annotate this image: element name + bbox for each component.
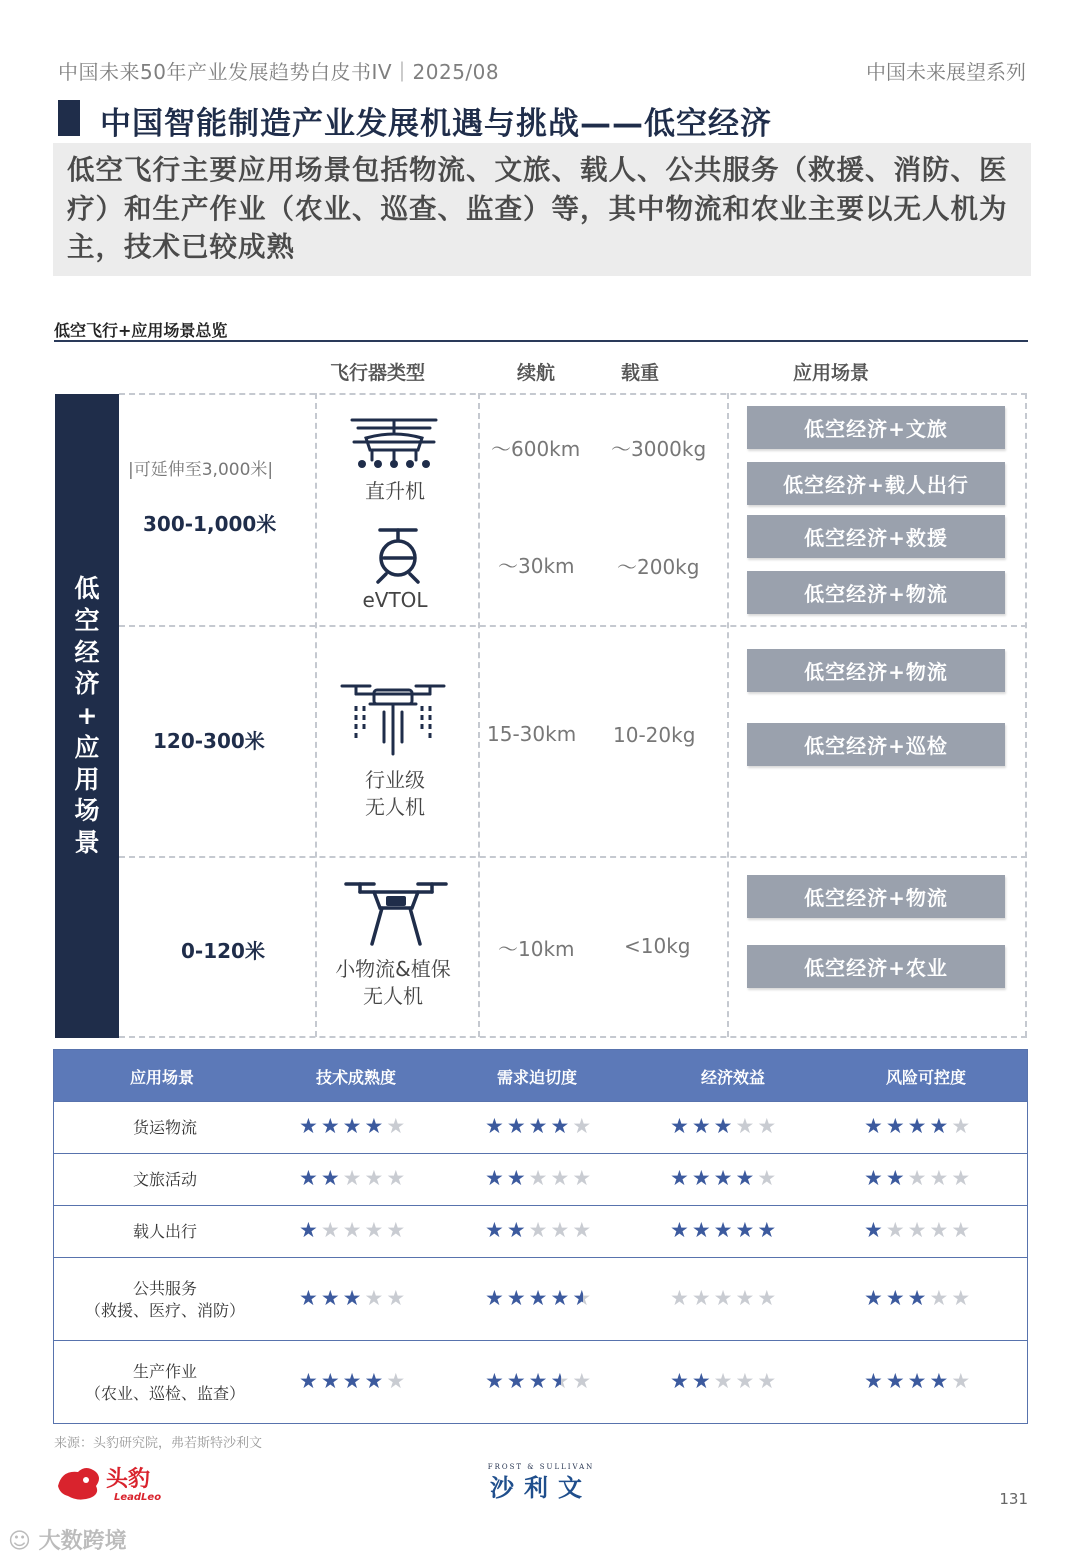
range-small-drone: ～10km [498, 937, 575, 961]
star-icon: ★ [506, 1285, 529, 1310]
col-header-payload: 载重 [621, 362, 660, 384]
altitude-tier-3: 0-120米 [181, 939, 265, 963]
star-icon: ★ [735, 1218, 758, 1242]
star-icon: ★ [757, 1368, 780, 1393]
star-icon: ★ [929, 1218, 952, 1242]
star-icon: ★ [550, 1368, 573, 1393]
star-icon: ★ [572, 1285, 595, 1310]
star-icon: ★ [299, 1368, 321, 1393]
leadleo-logo [56, 1462, 176, 1508]
small-drone-icon [344, 878, 448, 948]
star-icon: ★ [907, 1114, 930, 1138]
vehicle-name-evtol: eVTOL [362, 588, 428, 612]
star-icon: ★ [885, 1285, 908, 1310]
header-economic-benefit: 经济效益 [701, 1068, 766, 1087]
star-icon: ★ [386, 1368, 409, 1393]
rating-row-label-main: 载人出行 [132, 1222, 197, 1241]
star-icon: ★ [864, 1218, 886, 1242]
range-industrial-drone: 15-30km [487, 722, 577, 746]
summary-text: 低空飞行主要应用场景包括物流、文旅、载人、公共服务（救援、消防、医疗）和生产作业（农业、巡查、监查）等，其中物流和农业主要以无人机为主，技术已较成熟 [67, 154, 1008, 263]
col-header-vehicle-type: 飞行器类型 [330, 362, 426, 384]
grid-line [1025, 393, 1027, 1037]
frost-sullivan-logo [466, 1462, 616, 1506]
star-icon: ★ [550, 1166, 573, 1190]
grid-line [727, 393, 729, 1037]
star-icon: ★ [713, 1368, 736, 1393]
star-icon: ★ [929, 1285, 952, 1310]
vehicle-name-industrial-drone [320, 767, 470, 821]
header-scene: 应用场景 [130, 1068, 195, 1087]
star-icon: ★ [885, 1368, 908, 1393]
star-icon: ★ [364, 1218, 387, 1242]
star-icon: ★ [691, 1166, 714, 1190]
header-tech-maturity: 技术成熟度 [316, 1068, 397, 1087]
star-icon: ★ [572, 1166, 595, 1190]
star-icon: ★ [506, 1166, 529, 1190]
rating-table-header [54, 1050, 1027, 1101]
star-icon: ★ [485, 1166, 507, 1190]
star-icon: ★ [951, 1218, 974, 1242]
vertical-char: 空 [74, 606, 100, 636]
rating-row-label [54, 1221, 276, 1243]
title-accent-bar [58, 100, 80, 136]
star-icon: ★ [670, 1285, 692, 1310]
star-icon: ★ [320, 1166, 343, 1190]
altitude-tier-2: 120-300米 [153, 729, 265, 753]
star-icon: ★ [885, 1114, 908, 1138]
vertical-char: 低 [74, 574, 100, 604]
frost-sullivan-mark [466, 1462, 616, 1502]
star-icon: ★ [386, 1285, 409, 1310]
col-header-scenes: 应用场景 [793, 362, 870, 384]
star-icon: ★ [951, 1166, 974, 1190]
payload-evtol: ～200kg [617, 555, 700, 579]
scene-tag: 低空经济+文旅 [747, 406, 1005, 449]
star-icon: ★ [572, 1218, 595, 1242]
frost-en-text: FROST & SULLIVAN [487, 1463, 595, 1471]
star-rating [670, 1369, 779, 1393]
star-icon: ★ [713, 1218, 736, 1242]
vehicle-name-line: 小物流&植保 [335, 957, 451, 981]
star-icon: ★ [864, 1368, 886, 1393]
star-icon: ★ [386, 1218, 409, 1242]
vehicle-name-small-drone [318, 956, 468, 1010]
star-rating [864, 1286, 973, 1310]
star-icon: ★ [506, 1218, 529, 1242]
star-icon: ★ [364, 1368, 387, 1393]
star-rating [299, 1166, 408, 1190]
star-icon: ★ [735, 1368, 758, 1393]
star-icon: ★ [670, 1114, 692, 1138]
star-icon: ★ [885, 1218, 908, 1242]
star-icon: ★ [951, 1114, 974, 1138]
altitude-tier-1: 300-1,000米 [143, 512, 277, 536]
star-rating [299, 1286, 408, 1310]
header-demand-urgency: 需求迫切度 [497, 1068, 578, 1087]
star-icon: ★ [550, 1218, 573, 1242]
star-icon: ★ [299, 1218, 321, 1242]
star-icon: ★ [364, 1285, 387, 1310]
rating-row-label [54, 1361, 276, 1405]
vehicle-name-helicopter: 直升机 [365, 479, 425, 503]
star-icon: ★ [907, 1285, 930, 1310]
star-icon: ★ [713, 1166, 736, 1190]
vertical-char: 应 [74, 732, 100, 762]
star-icon: ★ [299, 1114, 321, 1138]
vertical-char: 景 [74, 827, 100, 857]
star-rating [670, 1114, 779, 1138]
grid-line [478, 393, 480, 1037]
star-icon: ★ [757, 1285, 780, 1310]
star-icon: ★ [506, 1114, 529, 1138]
vertical-category-band [55, 394, 119, 1038]
rating-row-label-main: 公共服务 [132, 1278, 197, 1298]
star-icon: ★ [757, 1218, 780, 1242]
star-rating [864, 1166, 973, 1190]
scene-tag: 低空经济+农业 [747, 945, 1005, 988]
star-icon: ★ [757, 1166, 780, 1190]
star-icon: ★ [299, 1285, 321, 1310]
star-rating [299, 1369, 408, 1393]
source-note: 来源：头豹研究院，弗若斯特沙利文 [54, 1436, 263, 1451]
star-icon: ★ [929, 1368, 952, 1393]
industrial-drone-icon [340, 680, 446, 758]
header-series-name: 中国未来展望系列 [866, 60, 1026, 84]
star-icon: ★ [691, 1218, 714, 1242]
watermark [8, 1524, 127, 1555]
star-icon: ★ [757, 1114, 780, 1138]
vertical-char: 经 [74, 637, 100, 667]
star-icon: ★ [320, 1285, 343, 1310]
star-icon: ★ [864, 1166, 886, 1190]
payload-small-drone: <10kg [624, 934, 691, 958]
star-icon: ★ [670, 1166, 692, 1190]
header-risk-control: 风险可控度 [886, 1068, 967, 1087]
star-icon: ★ [342, 1368, 365, 1393]
star-icon: ★ [670, 1218, 692, 1242]
grid-line [119, 1036, 1027, 1038]
rating-row-label [54, 1169, 276, 1191]
star-icon: ★ [713, 1285, 736, 1310]
rating-row [54, 1205, 1027, 1257]
star-icon: ★ [485, 1368, 507, 1393]
star-icon: ★ [907, 1218, 930, 1242]
star-icon: ★ [691, 1368, 714, 1393]
star-icon: ★ [320, 1218, 343, 1242]
scene-tag: 低空经济+物流 [747, 875, 1005, 918]
star-rating [485, 1369, 594, 1393]
rating-row-label [54, 1117, 276, 1139]
page-title: 中国智能制造产业发展机遇与挑战——低空经济 [100, 106, 772, 142]
star-rating [670, 1166, 779, 1190]
star-icon: ★ [320, 1368, 343, 1393]
star-icon: ★ [342, 1114, 365, 1138]
vehicle-name-line: 无人机 [365, 795, 425, 819]
star-icon: ★ [364, 1166, 387, 1190]
evtol-icon [364, 524, 432, 586]
scene-tag: 低空经济+物流 [747, 571, 1005, 614]
rating-row [54, 1340, 1027, 1423]
star-icon: ★ [342, 1166, 365, 1190]
grid-line [119, 856, 1027, 858]
range-evtol: ～30km [498, 554, 575, 578]
rating-row-label [54, 1278, 276, 1322]
star-icon: ★ [670, 1368, 692, 1393]
altitude-extension-note: |可延伸至3,000米| [128, 460, 274, 480]
star-rating [485, 1286, 594, 1310]
summary-box [53, 143, 1031, 276]
vertical-char: 用 [74, 764, 100, 794]
star-icon: ★ [364, 1114, 387, 1138]
grid-line [119, 625, 1027, 627]
star-icon: ★ [907, 1166, 930, 1190]
page-number: 131 [999, 1490, 1028, 1508]
rating-row-label-main: 文旅活动 [132, 1170, 197, 1189]
star-icon: ★ [528, 1218, 551, 1242]
vehicle-name-line: 行业级 [365, 768, 425, 792]
payload-helicopter: ～3000kg [611, 437, 707, 461]
scene-tag: 低空经济+载人出行 [747, 462, 1005, 505]
star-icon: ★ [713, 1114, 736, 1138]
star-rating [485, 1218, 594, 1242]
scene-tag: 低空经济+巡检 [747, 723, 1005, 766]
rating-row [54, 1153, 1027, 1205]
star-rating [670, 1218, 779, 1242]
star-rating [864, 1369, 973, 1393]
rating-row-label-sub: （农业、巡检、监查） [84, 1383, 245, 1403]
watermark-text: 大数跨境 [38, 1529, 127, 1554]
vehicle-name-line: 无人机 [363, 984, 423, 1008]
star-icon: ★ [735, 1285, 758, 1310]
overview-divider [54, 340, 1028, 342]
star-icon: ★ [550, 1285, 573, 1310]
star-icon: ★ [485, 1114, 507, 1138]
star-icon: ★ [342, 1218, 365, 1242]
star-rating [485, 1114, 594, 1138]
star-rating [299, 1218, 408, 1242]
range-helicopter: ～600km [491, 437, 581, 461]
star-icon: ★ [528, 1114, 551, 1138]
vertical-char: + [76, 701, 98, 731]
star-rating [299, 1114, 408, 1138]
rating-row [54, 1101, 1027, 1153]
star-icon: ★ [506, 1368, 529, 1393]
star-icon: ★ [528, 1368, 551, 1393]
star-icon: ★ [572, 1368, 595, 1393]
star-rating [864, 1218, 973, 1242]
rating-row [54, 1257, 1027, 1340]
star-rating [864, 1114, 973, 1138]
star-icon: ★ [386, 1166, 409, 1190]
star-icon: ★ [691, 1114, 714, 1138]
star-icon: ★ [485, 1285, 507, 1310]
leadleo-cn-text: 头豹 [106, 1467, 151, 1492]
star-icon: ★ [342, 1285, 365, 1310]
star-rating [485, 1166, 594, 1190]
leadleo-mark-icon [56, 1462, 176, 1504]
payload-industrial-drone: 10-20kg [613, 723, 696, 747]
rating-row-label-main: 货运物流 [132, 1118, 197, 1137]
vertical-char: 济 [74, 669, 100, 699]
star-icon: ★ [320, 1114, 343, 1138]
helicopter-icon [348, 416, 440, 474]
star-icon: ★ [386, 1114, 409, 1138]
watermark-icon: ☺ [8, 1529, 39, 1554]
rating-table [53, 1049, 1028, 1424]
rating-row-label-sub: （救援、医疗、消防） [84, 1300, 245, 1320]
star-icon: ★ [929, 1166, 952, 1190]
star-icon: ★ [691, 1285, 714, 1310]
star-icon: ★ [735, 1114, 758, 1138]
col-header-range: 续航 [517, 362, 556, 384]
star-icon: ★ [864, 1114, 886, 1138]
rating-row-label-main: 生产作业 [132, 1361, 197, 1381]
star-icon: ★ [299, 1166, 321, 1190]
star-rating [670, 1286, 779, 1310]
star-icon: ★ [929, 1114, 952, 1138]
star-icon: ★ [907, 1368, 930, 1393]
star-icon: ★ [550, 1114, 573, 1138]
star-icon: ★ [885, 1166, 908, 1190]
header-report-title: 中国未来50年产业发展趋势白皮书IV｜2025/08 [58, 60, 500, 84]
star-icon: ★ [528, 1285, 551, 1310]
star-icon: ★ [572, 1114, 595, 1138]
frost-cn-text: 沙利文 [490, 1474, 592, 1502]
star-icon: ★ [951, 1285, 974, 1310]
grid-line [315, 393, 317, 1037]
scene-tag: 低空经济+物流 [747, 649, 1005, 692]
star-icon: ★ [485, 1218, 507, 1242]
star-icon: ★ [528, 1166, 551, 1190]
vertical-char: 场 [74, 796, 100, 826]
overview-title: 低空飞行+应用场景总览 [54, 321, 228, 340]
scene-tag: 低空经济+救援 [747, 515, 1005, 558]
star-icon: ★ [864, 1285, 886, 1310]
star-icon: ★ [951, 1368, 974, 1393]
leadleo-en-text: LeadLeo [114, 1492, 162, 1503]
grid-line [119, 393, 1027, 395]
star-icon: ★ [735, 1166, 758, 1190]
